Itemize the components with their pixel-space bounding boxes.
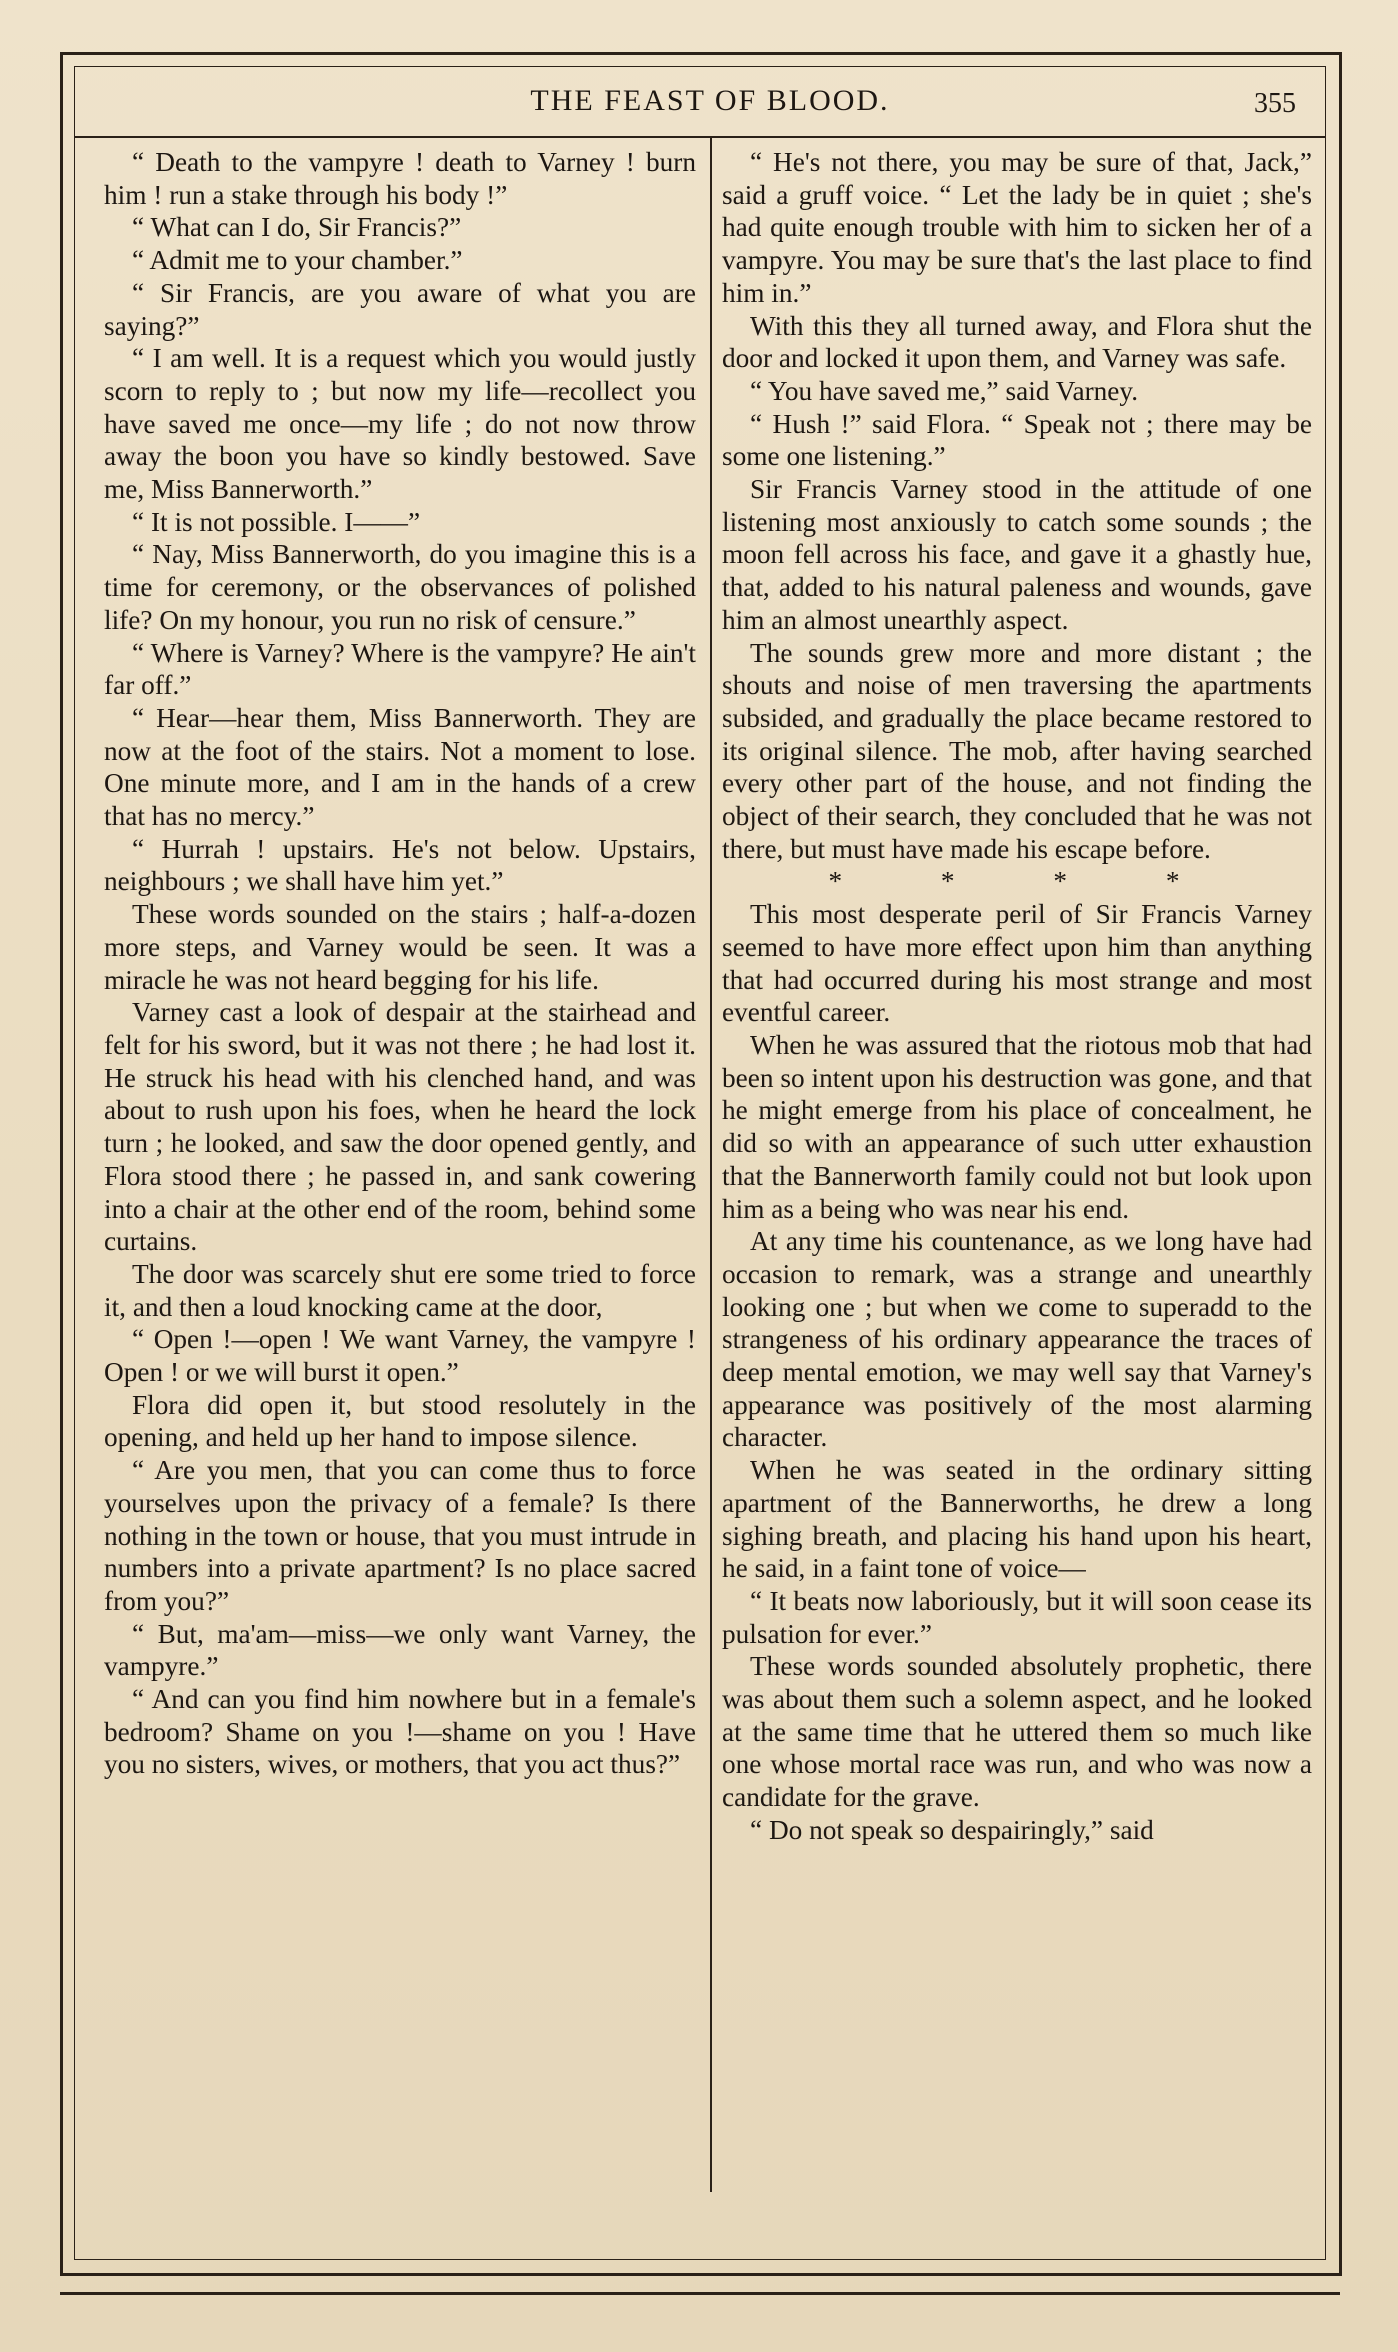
footer-rule	[60, 2292, 1340, 2295]
section-break: * * * *	[828, 866, 1226, 897]
paragraph: “ He's not there, you may be sure of that, Jack,” said a gruff voice. “ Let the lady be in quiet ; she's had quite enough trouble with him to sicken her of a vampyre. You may be sure that's the last place to find him in.”	[722, 147, 1312, 308]
header-rule	[74, 136, 1326, 138]
paragraph: “ Open !—open ! We want Varney, the vampyre ! Open ! or we will burst it open.”	[104, 1324, 696, 1388]
paragraph: “ It beats now laboriously, but it will soon cease its pulsation for ever.”	[722, 1585, 1312, 1649]
paragraph: “ You have saved me,” said Varney.	[750, 375, 1139, 406]
paragraph: These words sounded absolutely prophetic, there was about them such a solemn aspect, and he looked at the same time that he uttered them so much like one whose mortal race was run, and who was now a candidate for the grave.	[722, 1651, 1312, 1813]
paragraph: “ Hurrah ! upstairs. He's not below. Upstairs, neighbours ; we shall have him yet.”	[104, 833, 696, 897]
paragraph: This most desperate peril of Sir Francis Varney seemed to have more effect upon him than anything that had occurred during his most strange and most eventful career.	[722, 899, 1312, 1028]
paragraph: “ Do not speak so despairingly,” said	[750, 1814, 1154, 1845]
paragraph: With this they all turned away, and Flora shut the door and locked it upon them, and Varney was safe.	[722, 310, 1312, 374]
left-column	[104, 146, 696, 1781]
paragraph: Flora did open it, but stood resolutely in the opening, and held up her hand to impose silence.	[104, 1389, 696, 1453]
paragraph: The door was scarcely shut ere some tried to force it, and then a loud knocking came at the door,	[104, 1258, 696, 1322]
paragraph: Sir Francis Varney stood in the attitude of one listening most anxiously to catch some sounds ; the moon fell across his face, and gave it a ghastly hue, that, added to his natural paleness and wounds, gave him an almost unearthly aspect.	[722, 474, 1312, 635]
paragraph: The sounds grew more and more distant ; the shouts and noise of men traversing the apartments subsided, and gradually the place became restored to its original silence. The mob, after having searched every other part of the house, and not finding the object of their search, they concluded that he was not there, but must have made his escape before.	[722, 637, 1312, 864]
paragraph: “ Nay, Miss Bannerworth, do you imagine this is a time for ceremony, or the observances of polished life? On my honour, you run no risk of censure.”	[104, 539, 696, 635]
paragraph: “ Hear—hear them, Miss Bannerworth. They are now at the foot of the stairs. Not a moment to lose. One minute more, and I am in the hands of a crew that has no mercy.”	[104, 702, 696, 832]
paragraph: “ What can I do, Sir Francis?”	[132, 212, 462, 243]
paragraph: “ Where is Varney? Where is the vampyre? He ain't far off.”	[104, 637, 696, 701]
paragraph: “ I am well. It is a request which you would justly scorn to reply to ; but now my life—recollect you have saved me once—my life ; do not now throw away the boon you have so kindly bestowed. Save me, Miss Bannerworth.”	[104, 343, 696, 505]
paragraph: At any time his countenance, as we long have had occasion to remark, was a strange and unearthly looking one ; but when we come to superadd to the strangeness of his ordinary appearance the traces of deep mental emotion, we may well say that Varney's appearance was positively of the most alarming character.	[722, 1226, 1312, 1453]
right-column	[722, 146, 1312, 1847]
paragraph: “ Death to the vampyre ! death to Varney ! burn him ! run a stake through his body !”	[104, 147, 696, 210]
page-number: 355	[1254, 88, 1296, 119]
paragraph: “ But, ma'am—miss—we only want Varney, the vampyre.”	[104, 1618, 696, 1682]
running-title: THE FEAST OF BLOOD.	[530, 84, 890, 117]
paragraph: “ Are you men, that you can come thus to force yourselves upon the privacy of a female? Is there nothing in the town or house, that you must intrude in numbers into a private apartment? Is no place sacred from you?”	[104, 1455, 696, 1616]
paragraph: “ Hush !” said Flora. “ Speak not ; there may be some one listening.”	[722, 408, 1312, 472]
paragraph: “ It is not possible. I——”	[132, 506, 421, 537]
paragraph: These words sounded on the stairs ; half-a-dozen more steps, and Varney would be seen. It was a miracle he was not heard begging for his life.	[104, 899, 696, 995]
paragraph: When he was assured that the riotous mob that had been so intent upon his destruction was gone, and that he might emerge from his place of concealment, he did so with an appearance of such utter exhaustion that the Bannerworth family could not but look upon him as a being who was near his end.	[722, 1029, 1312, 1224]
paragraph: “ Admit me to your chamber.”	[132, 245, 463, 276]
paragraph: Varney cast a look of despair at the stairhead and felt for his sword, but it was not there ; he had lost it. He struck his head with his clenched hand, and was about to rush upon his foes, when he heard the lock turn ; he looked, and saw the door opened gently, and Flora stood there ; he passed in, and sank cowering into a chair at the other end of the room, behind some curtains.	[104, 997, 696, 1257]
paragraph: “ Sir Francis, are you aware of what you are saying?”	[104, 277, 696, 341]
column-divider	[710, 136, 712, 2192]
paragraph: When he was seated in the ordinary sitting apartment of the Bannerworths, he drew a long sighing breath, and placing his hand upon his heart, he said, in a faint tone of voice—	[722, 1455, 1312, 1584]
paragraph: “ And can you find him nowhere but in a female's bedroom? Shame on you !—shame on you ! Have you no sisters, wives, or mothers, that you act thus?”	[104, 1684, 696, 1780]
